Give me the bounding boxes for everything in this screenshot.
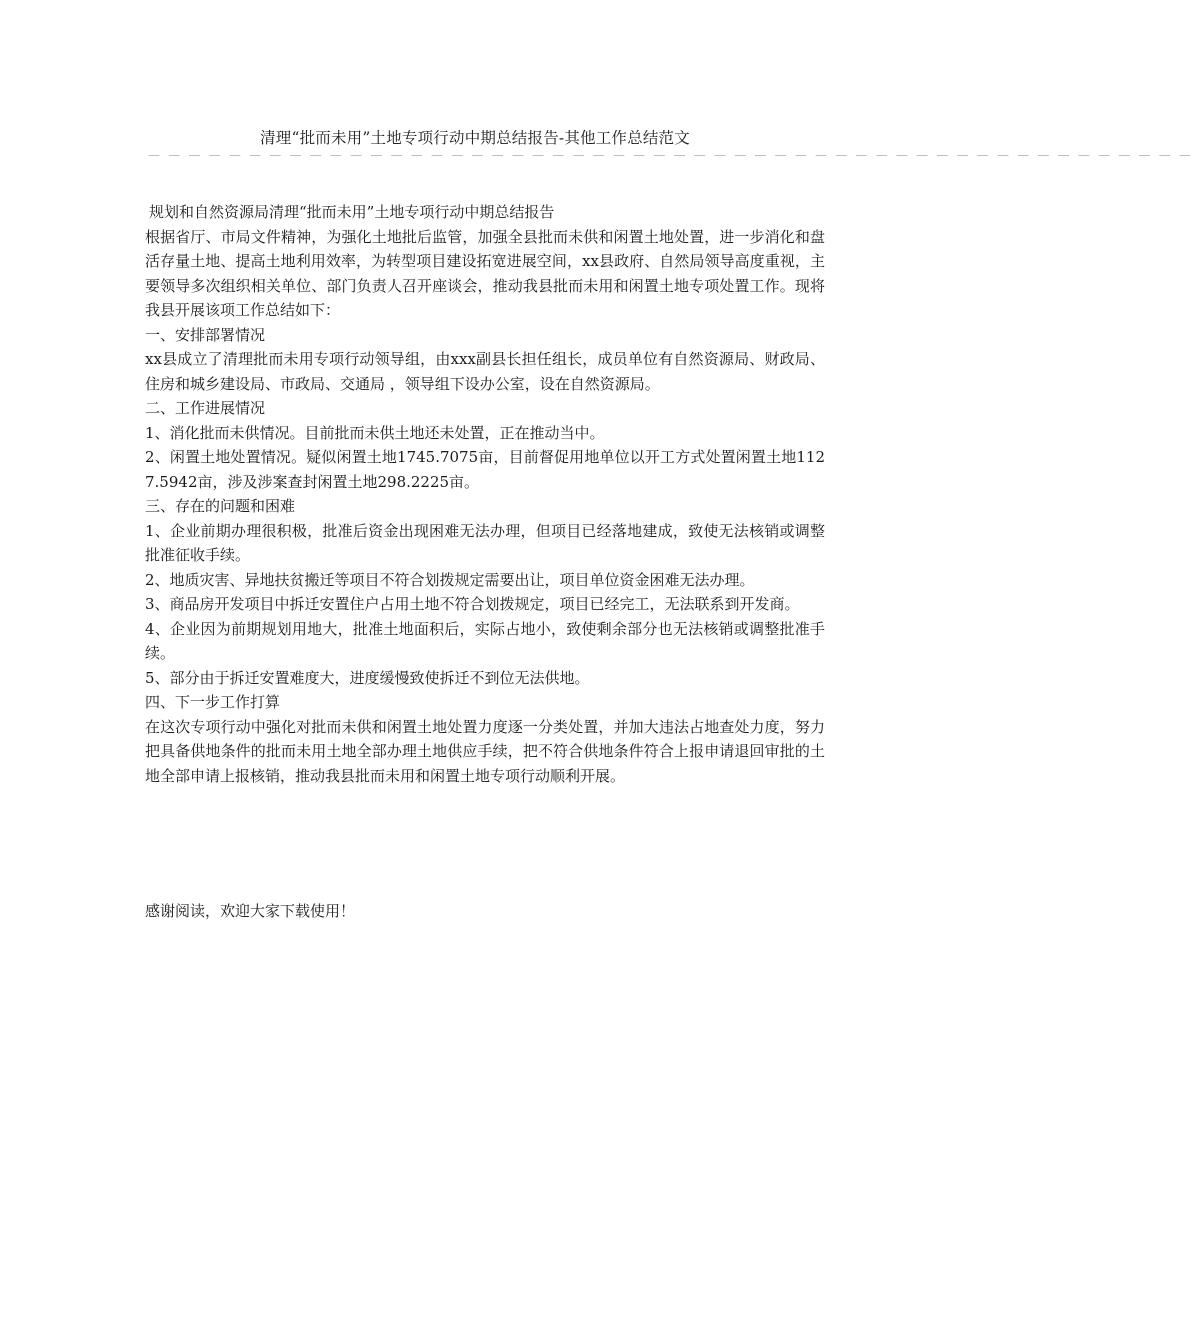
section-2-item-1: 1、消化批而未供情况。目前批而未供土地还未处置，正在推动当中。 [145, 423, 605, 442]
closing-note: 感谢阅读，欢迎大家下载使用！ [145, 902, 356, 920]
section-heading-3: 三、存在的问题和困难 [145, 497, 296, 515]
section-3-item-1: 1、企业前期办理很积极，批准后资金出现困难无法办理，但项目已经落地建成，致使无法核销或调整批准征收手续。 [145, 521, 825, 564]
section-3-item-2: 2、地质灾害、异地扶贫搬迁等项目不符合划拨规定需要出让，项目单位资金困难无法办理。 [145, 570, 755, 589]
document-title: 清理“批而未用”土地专项行动中期总结报告-其他工作总结范文 [260, 129, 690, 147]
section-4-paragraph: 在这次专项行动中强化对批而未供和闲置土地处置力度逐一分类处置，并加大违法占地查处力度，努力把具备供地条件的批而未用土地全部办理土地供应手续，把不符合供地条件符合上报申请退回审批的土地全部申请上报核销，推动我县批而未用和闲置土地专项行动顺利开展。 [145, 717, 825, 785]
report-heading: 规划和自然资源局清理“批而未用”土地专项行动中期总结报告 [149, 203, 555, 221]
section-2-item-2: 2、闲置土地处置情况。疑似闲置土地1745.7075亩，目前督促用地单位以开工方式处置闲置土地1127.5942亩，涉及涉案查封闲置土地298.2225亩。 [145, 448, 825, 491]
document-body [145, 200, 825, 788]
title-dashed-rule: — — — — — — — — — — — — — — — — — — — — — — — — — — — — — — — — — — — — — — — — — — — — — — — — — — — — [148, 148, 1193, 162]
section-heading-2: 二、工作进展情况 [145, 399, 266, 417]
intro-paragraph: 根据省厅、市局文件精神，为强化土地批后监管，加强全县批而未供和闲置土地处置，进一步消化和盘活存量土地、提高土地利用效率，为转型项目建设拓宽进展空间，xx县政府、自然局领导高度重视，主要领导多次组织相关单位、部门负责人召开座谈会，推动我县批而未用和闲置土地专项处置工作。现将我县开展该项工作总结如下： [145, 227, 825, 319]
section-heading-4: 四、下一步工作打算 [145, 693, 281, 711]
section-3-item-3: 3、商品房开发项目中拆迁安置住户占用土地不符合划拨规定，项目已经完工，无法联系到开发商。 [145, 595, 800, 613]
section-heading-1: 一、安排部署情况 [145, 325, 266, 344]
section-3-item-5: 5、部分由于拆迁安置难度大，进度缓慢致使拆迁不到位无法供地。 [145, 668, 590, 687]
section-1-paragraph: xx县成立了清理批而未用专项行动领导组，由xxx副县长担任组长，成员单位有自然资源局、财政局、住房和城乡建设局、市政局、交通局 ，领导组下设办公室，设在自然资源局。 [145, 350, 825, 393]
section-3-item-4: 4、企业因为前期规划用地大，批准土地面积后，实际占地小，致使剩余部分也无法核销或调整批准手续。 [145, 619, 825, 662]
